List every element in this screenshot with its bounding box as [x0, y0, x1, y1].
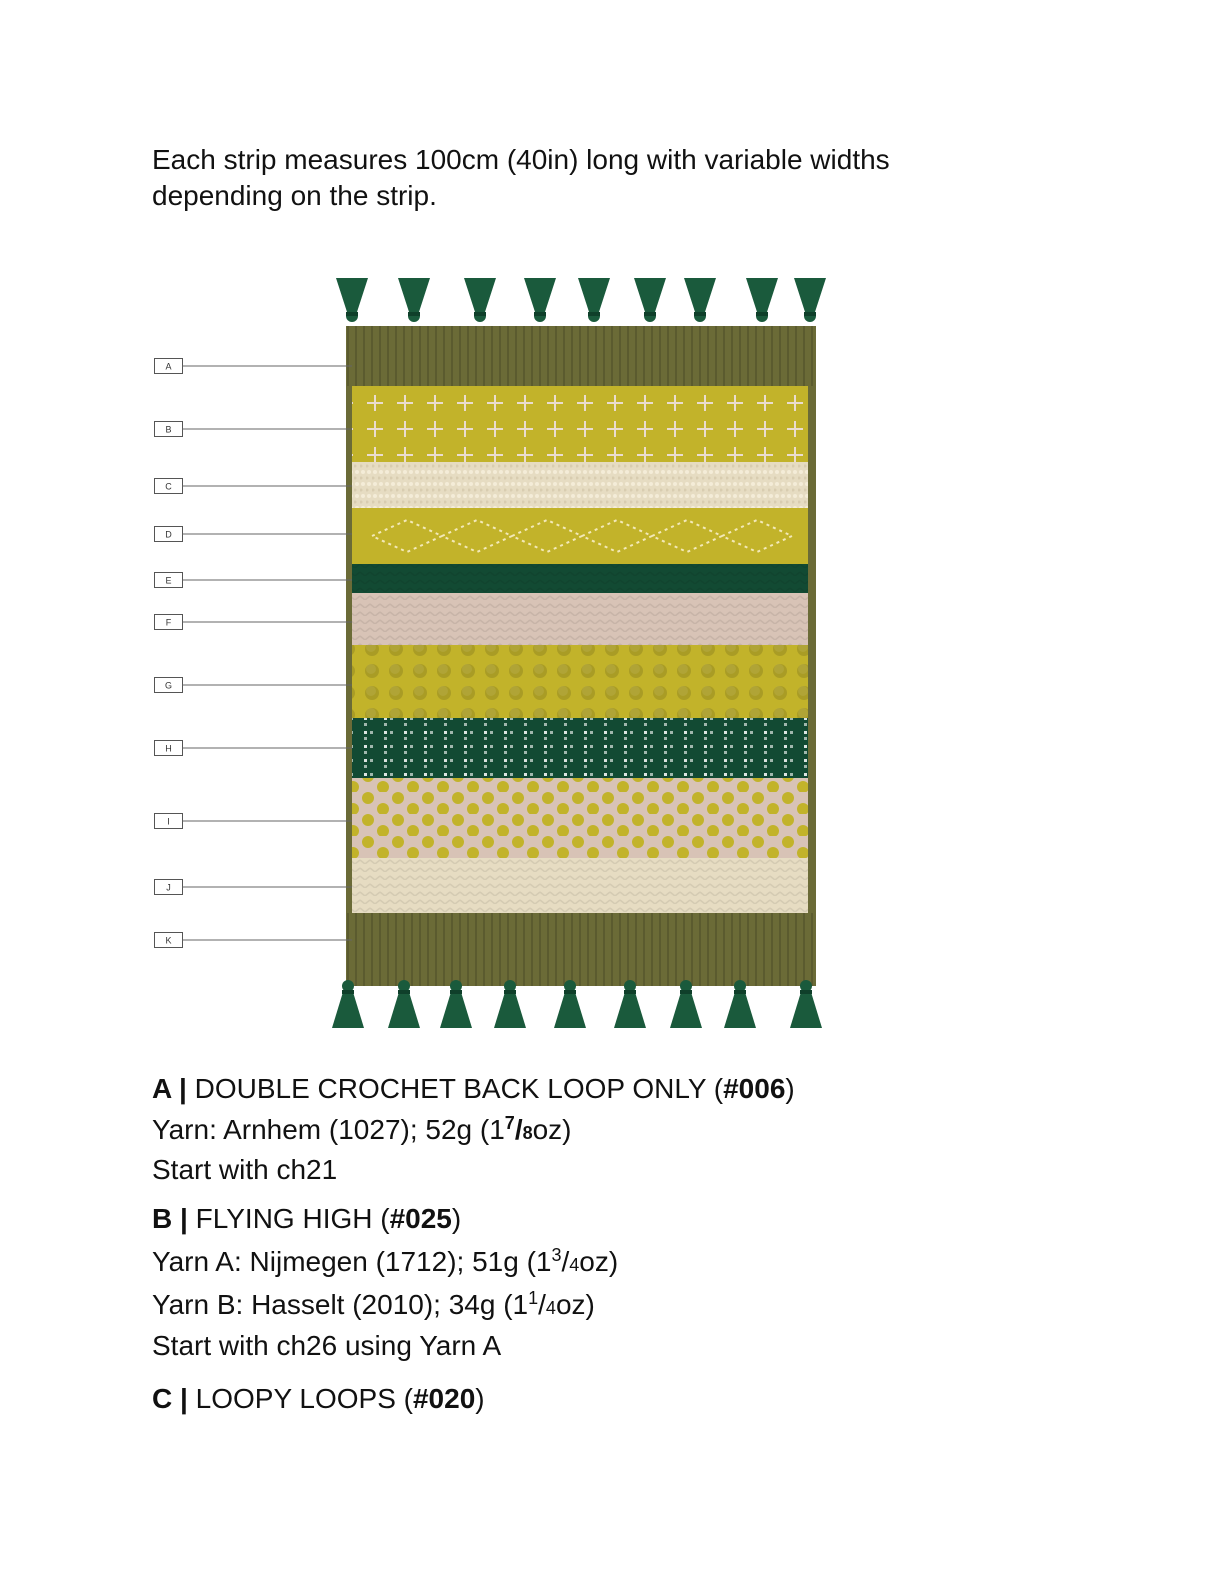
section-a — [152, 1068, 1132, 1190]
section-c-letter: C — [152, 1383, 173, 1414]
section-a-yarn — [152, 1110, 1132, 1150]
tassel-top-3 — [464, 278, 496, 322]
section-a-separator: | — [171, 1073, 195, 1104]
label-i: I — [167, 816, 170, 827]
strip-j-texture — [352, 858, 808, 913]
pattern-sections — [152, 1068, 1132, 1424]
yarn-text: Yarn A: Nijmegen (1712); 51g (1 — [152, 1246, 552, 1277]
tassel-top-1 — [336, 278, 368, 322]
tassel-top-5 — [578, 278, 610, 322]
section-c — [152, 1378, 1132, 1420]
yarn-fraction-denominator: 4 — [545, 1298, 556, 1318]
section-c-separator: | — [172, 1383, 196, 1414]
yarn-unit: oz) — [532, 1114, 572, 1145]
section-b-title: FLYING HIGH ( — [195, 1203, 390, 1234]
yarn-fraction-numerator: 1 — [528, 1288, 539, 1308]
tassel-top-8 — [746, 278, 778, 322]
tassel-bottom-5 — [554, 980, 586, 1028]
yarn-text: Yarn: Arnhem (1027); 52g (1 — [152, 1114, 505, 1145]
tassel-bottom-6 — [614, 980, 646, 1028]
section-b-letter: B — [152, 1203, 173, 1234]
section-a-letter: A — [152, 1073, 172, 1104]
label-b: B — [165, 424, 172, 435]
section-b-close: ) — [451, 1203, 462, 1234]
yarn-fraction-denominator: 4 — [569, 1255, 580, 1275]
section-a-title: DOUBLE CROCHET BACK LOOP ONLY ( — [194, 1073, 724, 1104]
strip-i-texture — [352, 778, 808, 858]
section-b-yarn-a — [152, 1240, 1132, 1284]
tassel-bottom-8 — [724, 980, 756, 1028]
label-e: E — [165, 575, 172, 586]
section-b-code: #025 — [389, 1203, 452, 1234]
tassel-top-7 — [684, 278, 716, 322]
label-f: F — [165, 617, 172, 628]
strip-f-texture — [352, 593, 808, 645]
strip-c-texture — [352, 462, 808, 508]
tassel-bottom-9 — [790, 980, 822, 1028]
tassel-top-9 — [794, 278, 826, 322]
tassel-bottom-4 — [494, 980, 526, 1028]
section-b-separator: | — [172, 1203, 196, 1234]
yarn-fraction-slash: / — [514, 1114, 523, 1145]
tassel-bottom-7 — [670, 980, 702, 1028]
label-d: D — [165, 529, 172, 540]
section-a-code: #006 — [723, 1073, 786, 1104]
yarn-unit: oz) — [555, 1289, 595, 1320]
yarn-unit: oz) — [579, 1246, 619, 1277]
section-b-heading — [152, 1198, 1132, 1240]
section-b-yarn-b — [152, 1284, 1132, 1326]
label-h: H — [165, 743, 172, 754]
yarn-fraction-slash: / — [561, 1246, 570, 1277]
section-b — [152, 1198, 1132, 1366]
yarn-fraction-denominator: 8 — [522, 1123, 533, 1143]
strip-labels — [155, 359, 353, 948]
label-k: K — [165, 935, 172, 946]
yarn-fraction-slash: / — [538, 1289, 546, 1320]
strip-g-texture — [352, 645, 808, 718]
yarn-fraction-numerator: 3 — [551, 1245, 562, 1265]
section-c-close: ) — [475, 1383, 485, 1414]
section-a-heading — [152, 1068, 1132, 1110]
blanket-strips — [346, 326, 816, 986]
intro-text: Each strip measures 100cm (40in) long with variable widths depending on the strip. — [152, 144, 890, 211]
section-a-start: Start with ch21 — [152, 1154, 338, 1185]
section-c-code: #020 — [412, 1383, 476, 1414]
strip-e-texture — [352, 564, 808, 593]
strip-k-texture — [346, 913, 816, 986]
tassel-bottom-1 — [332, 980, 364, 1028]
tassel-top-4 — [524, 278, 556, 322]
tassel-top-2 — [398, 278, 430, 322]
strip-h-texture — [352, 718, 808, 778]
section-c-title: LOOPY LOOPS ( — [195, 1383, 413, 1414]
label-j: J — [166, 882, 171, 893]
label-g: G — [164, 680, 173, 691]
tassel-bottom-2 — [388, 980, 420, 1028]
section-c-heading — [152, 1378, 1132, 1420]
tassel-bottom-3 — [440, 980, 472, 1028]
section-a-close: ) — [785, 1073, 795, 1104]
yarn-text: Yarn B: Hasselt (2010); 34g (1 — [152, 1289, 529, 1320]
section-b-start: Start with ch26 using Yarn A — [152, 1330, 502, 1361]
strip-a-texture — [346, 326, 816, 386]
strip-b-texture — [352, 386, 808, 462]
label-a: A — [165, 361, 172, 372]
label-c: C — [165, 481, 172, 492]
yarn-fraction-numerator: 7 — [504, 1113, 515, 1133]
tassel-top-6 — [634, 278, 666, 322]
